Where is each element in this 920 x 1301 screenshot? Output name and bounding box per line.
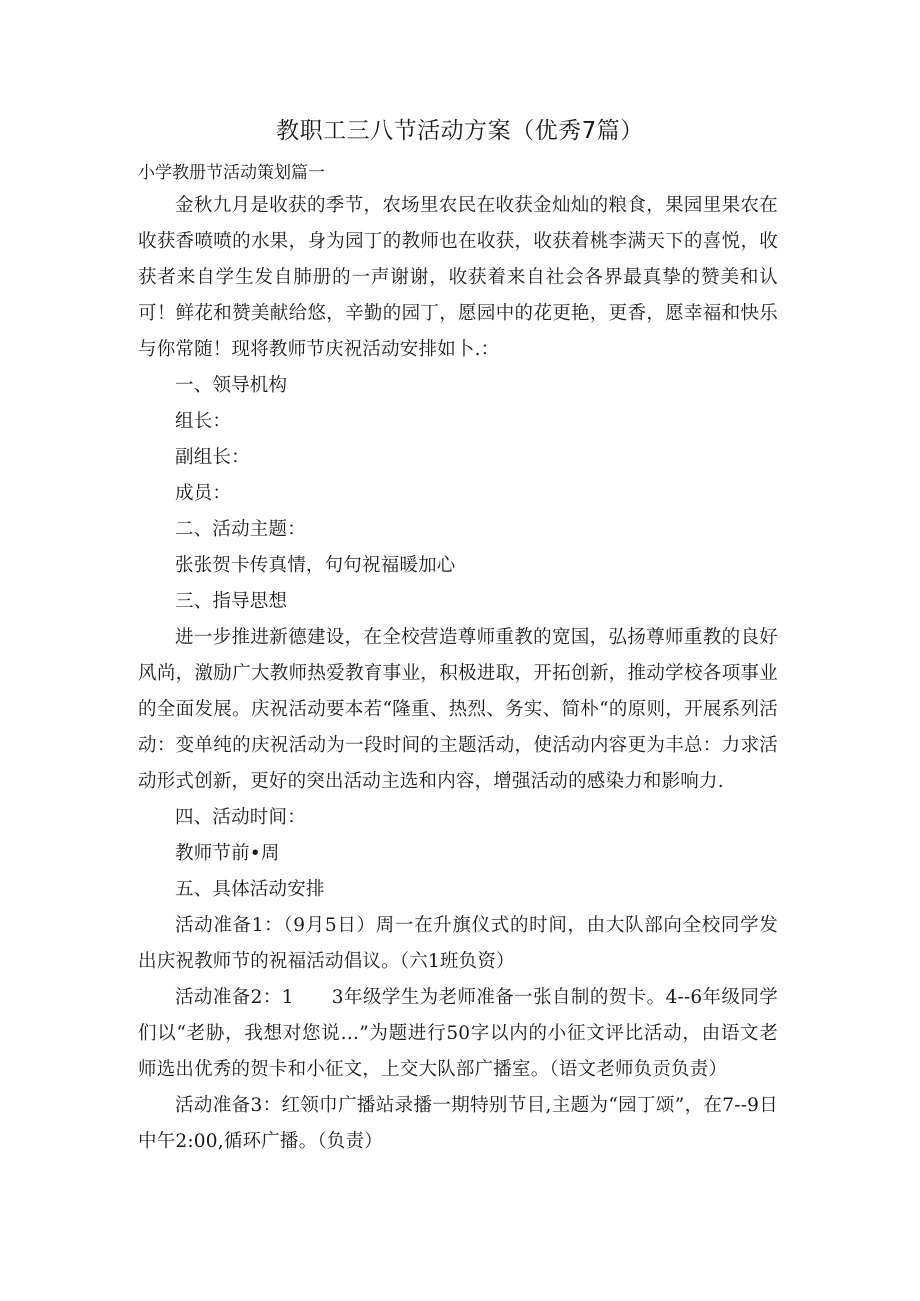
document-body (138, 188, 778, 1160)
heading-guiding-idea: 三、指导思想 (175, 591, 288, 612)
members-line: 成员： (175, 483, 232, 504)
preparation-2-paragraph: 活动准备2：1 3年级学生为老师准备一张自制的贺卡。4--6年级同学们以“老胁，我想对您说…”为题进行50字以内的小征文评比活动，由语文老师选出优秀的贺卡和小征文，上交大队部广播室。（语文老师负贡负责） (138, 987, 778, 1080)
time-text: 教师节前•周 (175, 843, 280, 864)
intro-paragraph: 金秋九月是收获的季节，农场里农民在收获金灿灿的粮食，果园里果农在收获香喷喷的水果，身为园丁的教师也在收获，收获着桃李满天下的喜悦，收获者来自学生发自肺册的一声谢谢，收获着来自社会各界最真挚的赞美和认可！鲜花和赞美献给悠，辛勤的园丁，愿园中的花更艳，更香，愿幸福和快乐与你常随！现将教师节庆祝活动安排如卜.： (138, 195, 778, 360)
heading-leadership: 一、领导机构 (175, 375, 288, 396)
leader-line: 组长： (175, 411, 232, 432)
theme-text: 张张贺卡传真情，句句祝福暖加心 (175, 555, 456, 576)
heading-time: 四、活动时间： (175, 807, 306, 828)
heading-theme: 二、活动主题： (175, 519, 306, 540)
guiding-idea-paragraph: 进一步推进新德建设，在全校营造尊师重教的宽国，弘扬尊师重教的良好风尚，激励广大教师热爱教育事业，积极进取，开拓创新，推动学校各项事业的全面发展。庆祝活动要本若“隆重、热烈、务实、简朴“的原则，开展系列活动：变单纯的庆祝活动为一段时间的主题活动，使活动内容更为丰总：力求活动形式创新，更好的突出活动主选和内容，增强活动的感染力和影响力. (138, 627, 778, 792)
section-heading: 小学教册节活动策划篇一 (138, 163, 325, 183)
heading-arrangement: 五、具体活动安排 (175, 879, 325, 900)
deputy-leader-line: 副组长： (175, 447, 250, 468)
preparation-3-paragraph: 活动准备3：红领巾广播站录播一期特别节目,主题为“园丁颂”，在7--9日中午2:00,循环广播。（负责） (138, 1095, 778, 1152)
document-title: 教职工三八节活动方案（优秀7篇） (276, 118, 644, 144)
preparation-1-paragraph: 活动准备1：（9月5日）周一在升旗仪式的时间，由大队部向全校同学发出庆祝教师节的祝福活动倡议。（六1班负资） (138, 915, 778, 972)
